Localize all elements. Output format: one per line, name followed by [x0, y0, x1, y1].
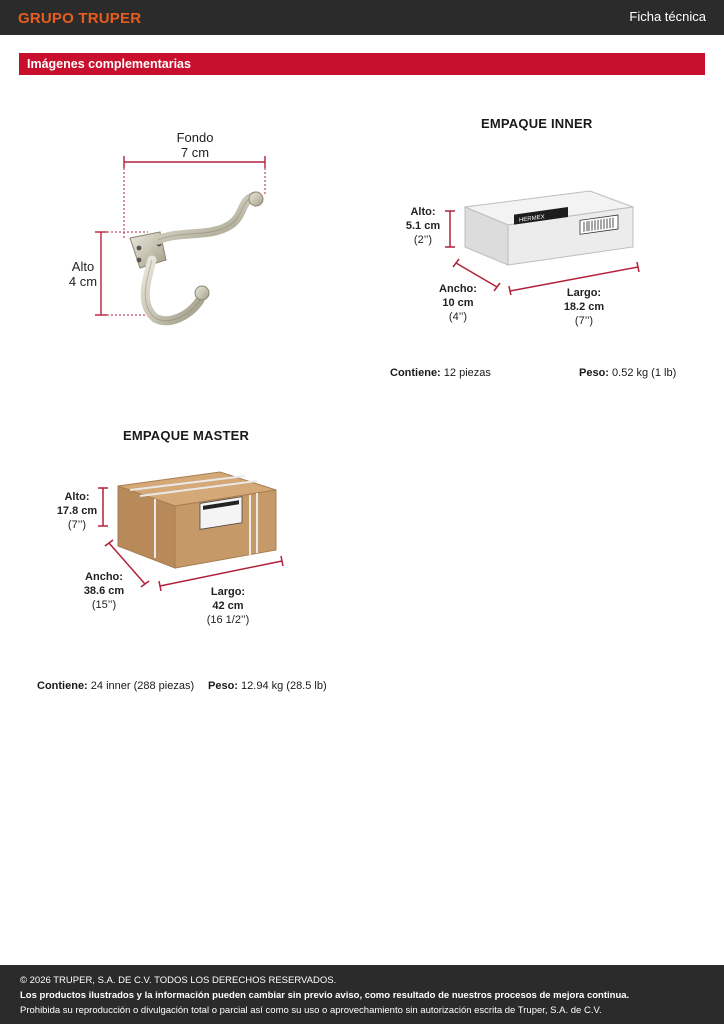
inner-alto-in: (2’’)	[413, 234, 433, 246]
fondo-label-text: Fondo	[176, 130, 214, 145]
master-contains-value: 24 inner (288 piezas)	[90, 680, 195, 692]
inner-package-title: EMPAQUE INNER	[481, 116, 593, 131]
brand-logo: GRUPO TRUPER	[18, 10, 142, 27]
section-header	[19, 53, 705, 75]
inner-box-image	[440, 185, 650, 295]
master-alto-title: Alto:	[64, 491, 90, 503]
inner-largo-cm: 18.2 cm	[563, 301, 605, 313]
inner-largo-in: (7’’)	[574, 315, 594, 327]
alto-label	[58, 259, 108, 289]
inner-contains-label: Contiene:	[390, 367, 441, 379]
fondo-label	[155, 130, 235, 160]
inner-contains-value: 12 piezas	[443, 367, 491, 379]
master-largo-label	[198, 585, 258, 627]
master-ancho-in: (15’’)	[91, 599, 117, 611]
alto-label-text: Alto	[71, 259, 95, 274]
master-package-title: EMPAQUE MASTER	[123, 428, 250, 443]
inner-ancho-in: (4’’)	[448, 311, 468, 323]
master-contains	[37, 680, 194, 692]
inner-alto-label	[398, 205, 448, 247]
footer-legal: Prohibida su reproducción o divulgación total o parcial así como su uso o aprovechamiento sin autorización escrita de Truper, S.A. de C.V.	[20, 1005, 602, 1016]
inner-largo-title: Largo:	[566, 287, 602, 299]
footer-copyright: © 2026 TRUPER, S.A. DE C.V. TODOS LOS DERECHOS RESERVADOS.	[20, 975, 337, 986]
inner-weight	[579, 367, 676, 379]
inner-ancho-cm: 10 cm	[442, 297, 474, 309]
inner-ancho-title: Ancho:	[439, 283, 477, 295]
master-alto-in: (7’’)	[67, 519, 87, 531]
master-largo-title: Largo:	[210, 586, 246, 598]
master-weight-label: Peso:	[208, 680, 238, 692]
top-bar	[0, 0, 724, 35]
inner-alto-title: Alto:	[410, 206, 436, 218]
alto-value: 4 cm	[68, 274, 98, 289]
master-alto-label	[52, 490, 102, 532]
inner-weight-value: 0.52 kg (1 lb)	[612, 367, 677, 379]
inner-ancho-label	[433, 282, 483, 324]
master-alto-cm: 17.8 cm	[56, 505, 98, 517]
inner-box-brand: HERMEX	[519, 214, 545, 224]
master-ancho-title: Ancho:	[85, 571, 123, 583]
master-ancho-cm: 38.6 cm	[83, 585, 125, 597]
inner-largo-label	[556, 286, 612, 328]
master-weight-value: 12.94 kg (28.5 lb)	[241, 680, 327, 692]
footer	[0, 965, 724, 1024]
master-weight	[208, 680, 327, 692]
document-type: Ficha técnica	[629, 9, 706, 24]
section-title: Imágenes complementarias	[27, 57, 191, 71]
footer-notice: Los productos ilustrados y la información pueden cambiar sin previo aviso, como resultado de nuestros procesos de mejora continua.	[20, 990, 630, 1001]
master-contains-label: Contiene:	[37, 680, 88, 692]
master-largo-in: (16 1/2’’)	[206, 614, 250, 626]
inner-alto-cm: 5.1 cm	[405, 220, 441, 232]
inner-contains	[390, 367, 491, 379]
fondo-value: 7 cm	[180, 145, 210, 160]
master-ancho-label	[76, 570, 132, 612]
inner-weight-label: Peso:	[579, 367, 609, 379]
master-largo-cm: 42 cm	[212, 600, 244, 612]
